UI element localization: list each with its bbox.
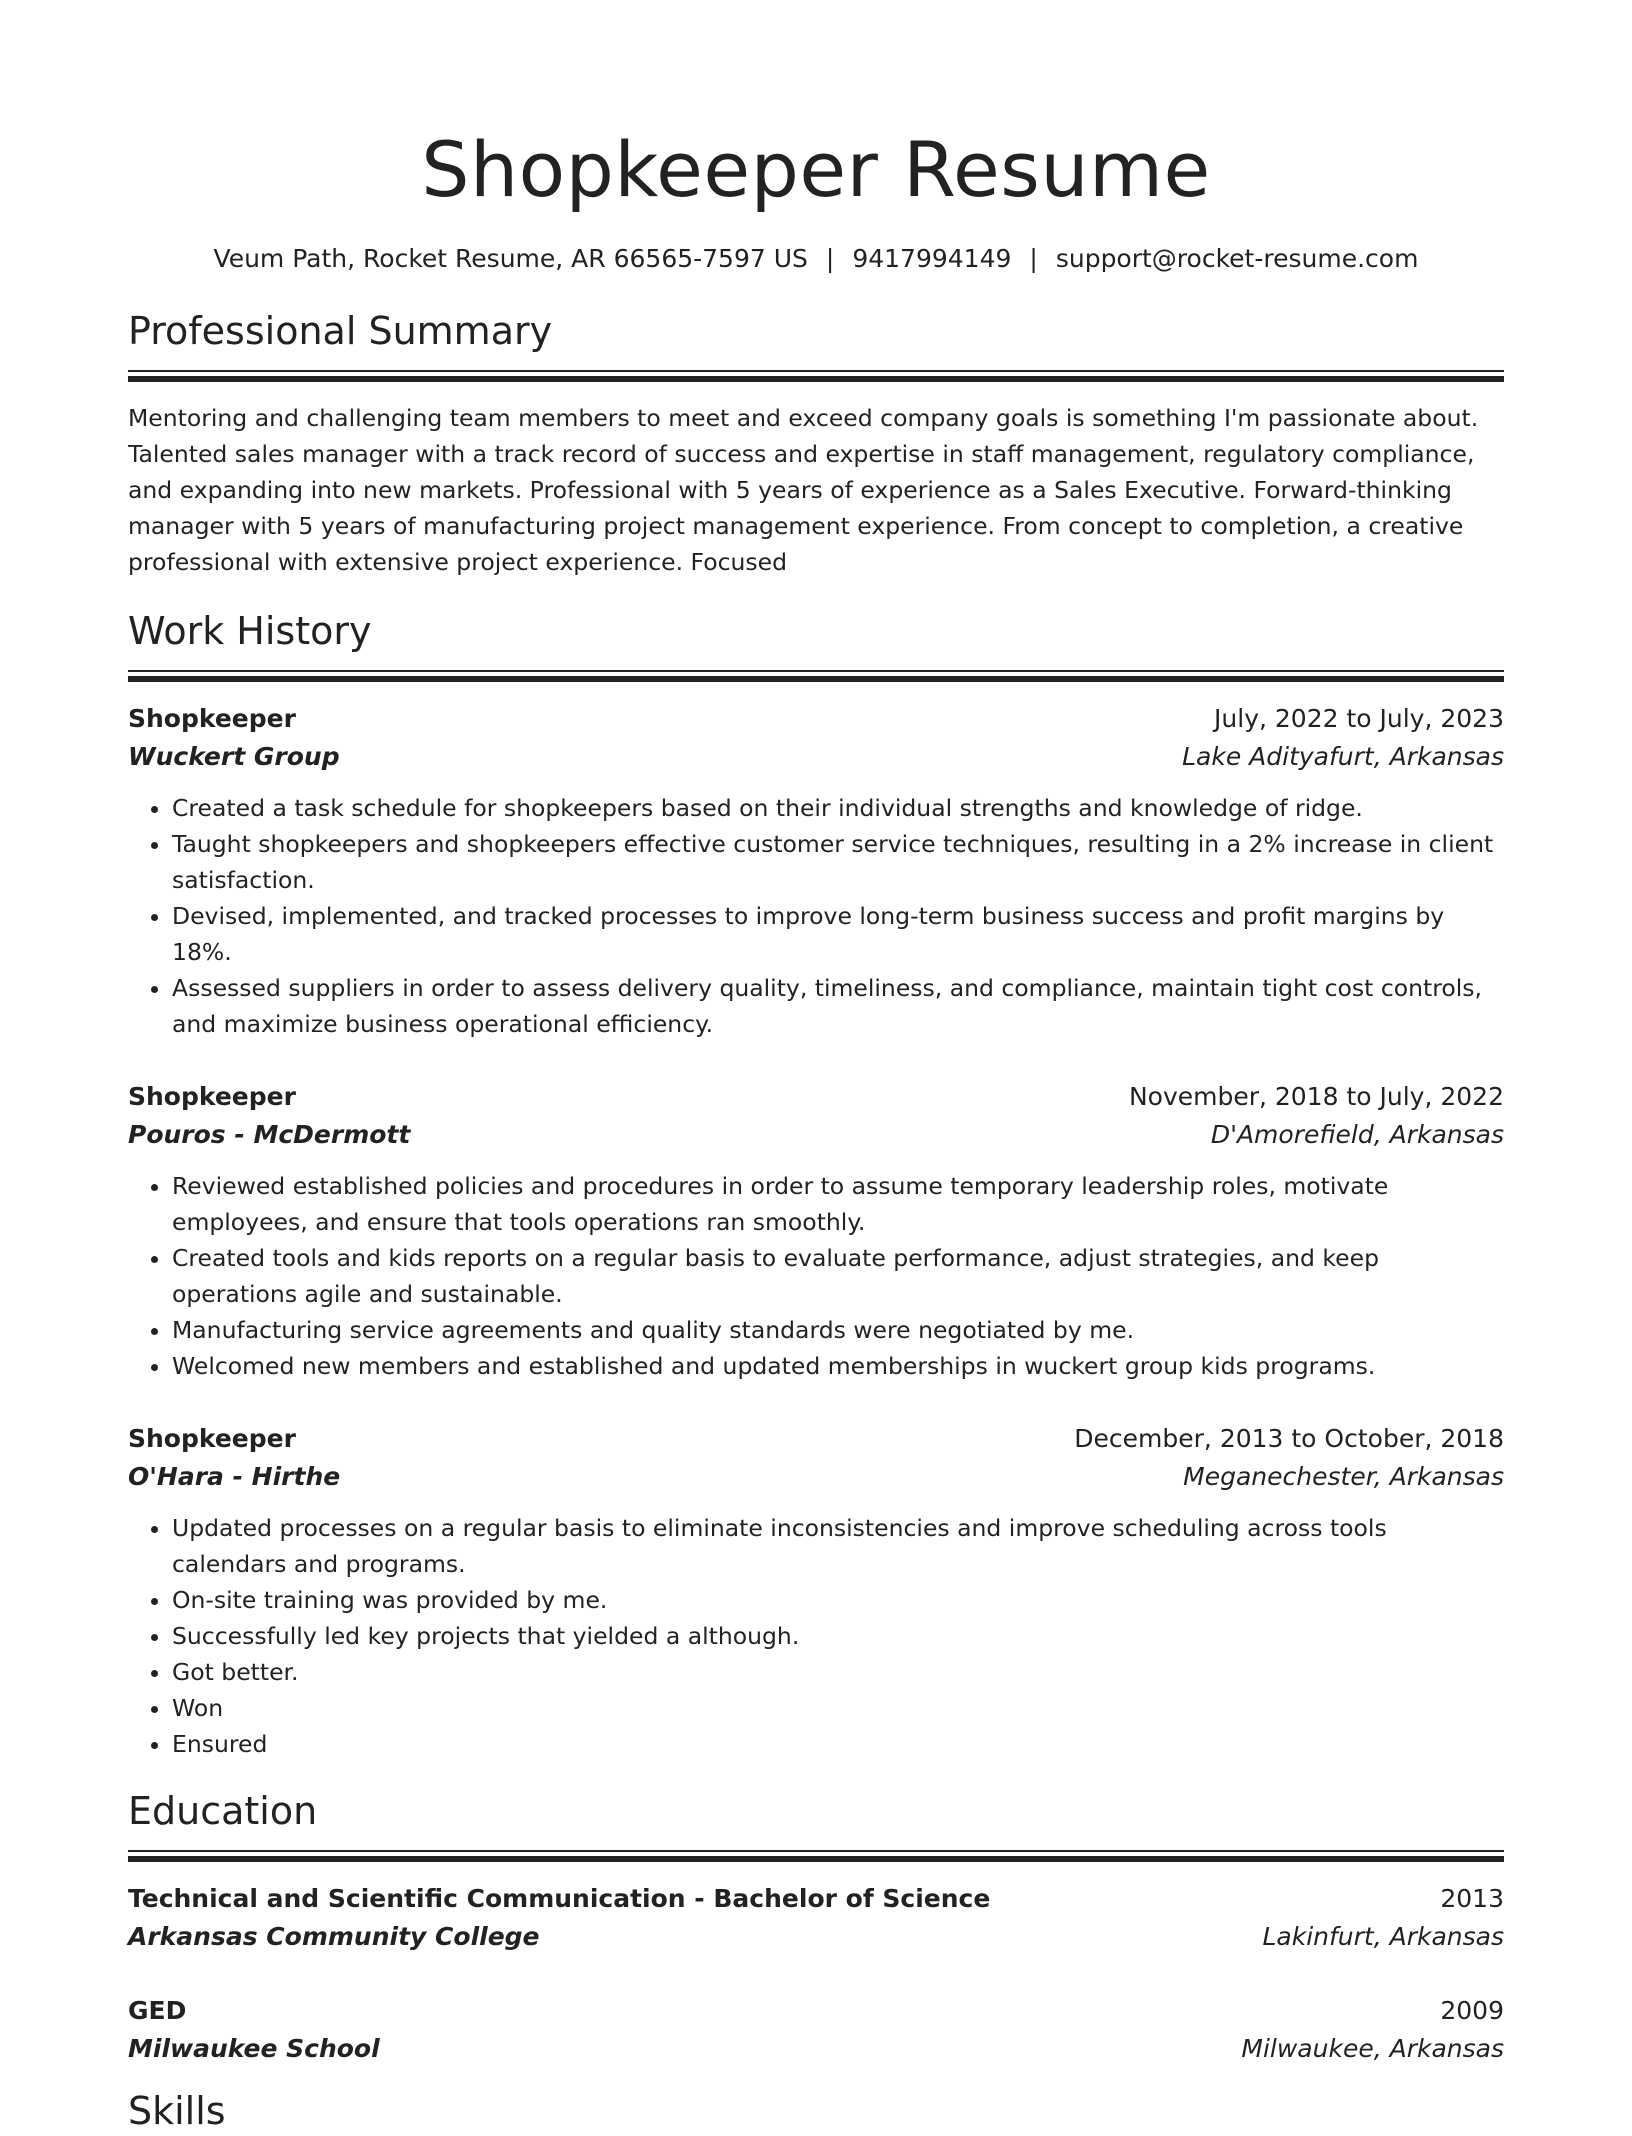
- job-location: Meganechester, Arkansas: [1183, 1462, 1504, 1491]
- job-title: Shopkeeper: [128, 1424, 296, 1453]
- job-company-row: [128, 1116, 1504, 1154]
- resume-title: Shopkeeper Resume: [421, 125, 1211, 214]
- job-company-row: [128, 738, 1504, 776]
- work-history-section: [128, 606, 1504, 1762]
- job-dates: July, 2022 to July, 2023: [1214, 704, 1504, 733]
- education-degree: Technical and Scientific Communication - Bachelor of Science: [128, 1884, 991, 1913]
- job-company-row: [128, 1458, 1504, 1496]
- job-entry: [128, 700, 1504, 1042]
- section-divider: [128, 1850, 1504, 1862]
- job-bullets: [128, 1510, 1504, 1762]
- contact-phone: 9417994149: [852, 244, 1012, 273]
- education-location: Lakinfurt, Arkansas: [1262, 1922, 1504, 1951]
- education-entry: [128, 1992, 1504, 2068]
- job-bullets: [128, 1168, 1504, 1384]
- education-entry: [128, 1880, 1504, 1956]
- job-bullet: • Reviewed established policies and procedures in order to assume temporary leadership roles, motivate employees, and ensure that tools operations ran smoothly.: [172, 1168, 1504, 1240]
- job-bullet: • Created a task schedule for shopkeepers based on their individual strengths and knowledge of ridge.: [172, 790, 1504, 826]
- job-entry: [128, 1078, 1504, 1384]
- summary-section: [128, 306, 1504, 580]
- job-company: O'Hara - Hirthe: [128, 1462, 341, 1491]
- job-bullet: • On-site training was provided by me.: [172, 1582, 1504, 1618]
- contact-email: support@rocket-resume.com: [1055, 244, 1419, 273]
- job-bullets: [128, 790, 1504, 1042]
- education-school-row: [128, 2030, 1504, 2068]
- job-title: Shopkeeper: [128, 1082, 296, 1111]
- summary-text: Mentoring and challenging team members to meet and exceed company goals is something I'm passionate about. Talented sales manager with a track record of success and expertise in staff management, regulatory compliance, and expanding into new markets. Professional with 5 years of experience as a Sales Executive. Forward-thinking manager with 5 years of manufacturing project management experience. From concept to completion, a creative professional with extensive project experience. Focused: [128, 404, 1479, 576]
- education-section: [128, 1786, 1504, 2068]
- education-degree: GED: [128, 1996, 187, 2025]
- contact-separator: |: [825, 244, 835, 273]
- contact-address: Veum Path, Rocket Resume, AR 66565-7597 US: [213, 244, 808, 273]
- job-bullet: • Updated processes on a regular basis to eliminate inconsistencies and improve scheduling across tools calendars and programs.: [172, 1510, 1504, 1582]
- contact-line: [128, 242, 1504, 276]
- section-divider: [128, 670, 1504, 682]
- job-bullet: • Manufacturing service agreements and quality standards were negotiated by me.: [172, 1312, 1504, 1348]
- skills-section: [128, 2086, 1504, 2136]
- education-school-row: [128, 1918, 1504, 1956]
- job-company: Pouros - McDermott: [128, 1120, 411, 1149]
- education-school: Arkansas Community College: [128, 1922, 540, 1951]
- job-bullet: • Taught shopkeepers and shopkeepers effective customer service techniques, resulting in a 2% increase in client satisfaction.: [172, 826, 1504, 898]
- job-bullet: • Got better.: [172, 1654, 1504, 1690]
- section-divider: [128, 370, 1504, 382]
- job-header-row: [128, 700, 1504, 738]
- skills-heading: Skills: [128, 2089, 226, 2133]
- contact-separator: |: [1029, 244, 1038, 273]
- job-entry: [128, 1420, 1504, 1762]
- job-bullet: • Won: [172, 1690, 1504, 1726]
- job-title: Shopkeeper: [128, 704, 296, 733]
- job-location: D'Amorefield, Arkansas: [1210, 1120, 1504, 1149]
- summary-heading: Professional Summary: [128, 309, 553, 353]
- job-bullet: • Welcomed new members and established and updated memberships in wuckert group kids programs.: [172, 1348, 1504, 1384]
- job-dates: December, 2013 to October, 2018: [1074, 1424, 1504, 1453]
- job-header-row: [128, 1078, 1504, 1116]
- job-dates: November, 2018 to July, 2022: [1128, 1082, 1504, 1111]
- education-header-row: [128, 1992, 1504, 2030]
- education-school: Milwaukee School: [128, 2034, 380, 2063]
- education-year: 2013: [1440, 1884, 1504, 1913]
- work-history-heading: Work History: [128, 609, 372, 653]
- job-location: Lake Adityafurt, Arkansas: [1182, 742, 1504, 771]
- job-header-row: [128, 1420, 1504, 1458]
- job-bullet: • Successfully led key projects that yielded a although.: [172, 1618, 1504, 1654]
- education-year: 2009: [1440, 1996, 1504, 2025]
- job-bullet: • Assessed suppliers in order to assess delivery quality, timeliness, and compliance, maintain tight cost controls, and maximize business operational efficiency.: [172, 970, 1504, 1042]
- education-location: Milwaukee, Arkansas: [1241, 2034, 1504, 2063]
- job-bullet: • Devised, implemented, and tracked processes to improve long-term business success and profit margins by 18%.: [172, 898, 1504, 970]
- job-bullet: • Ensured: [172, 1726, 1504, 1762]
- education-heading: Education: [128, 1789, 318, 1833]
- job-company: Wuckert Group: [128, 742, 340, 771]
- job-bullet: • Created tools and kids reports on a regular basis to evaluate performance, adjust strategies, and keep operations agile and sustainable.: [172, 1240, 1504, 1312]
- education-header-row: [128, 1880, 1504, 1918]
